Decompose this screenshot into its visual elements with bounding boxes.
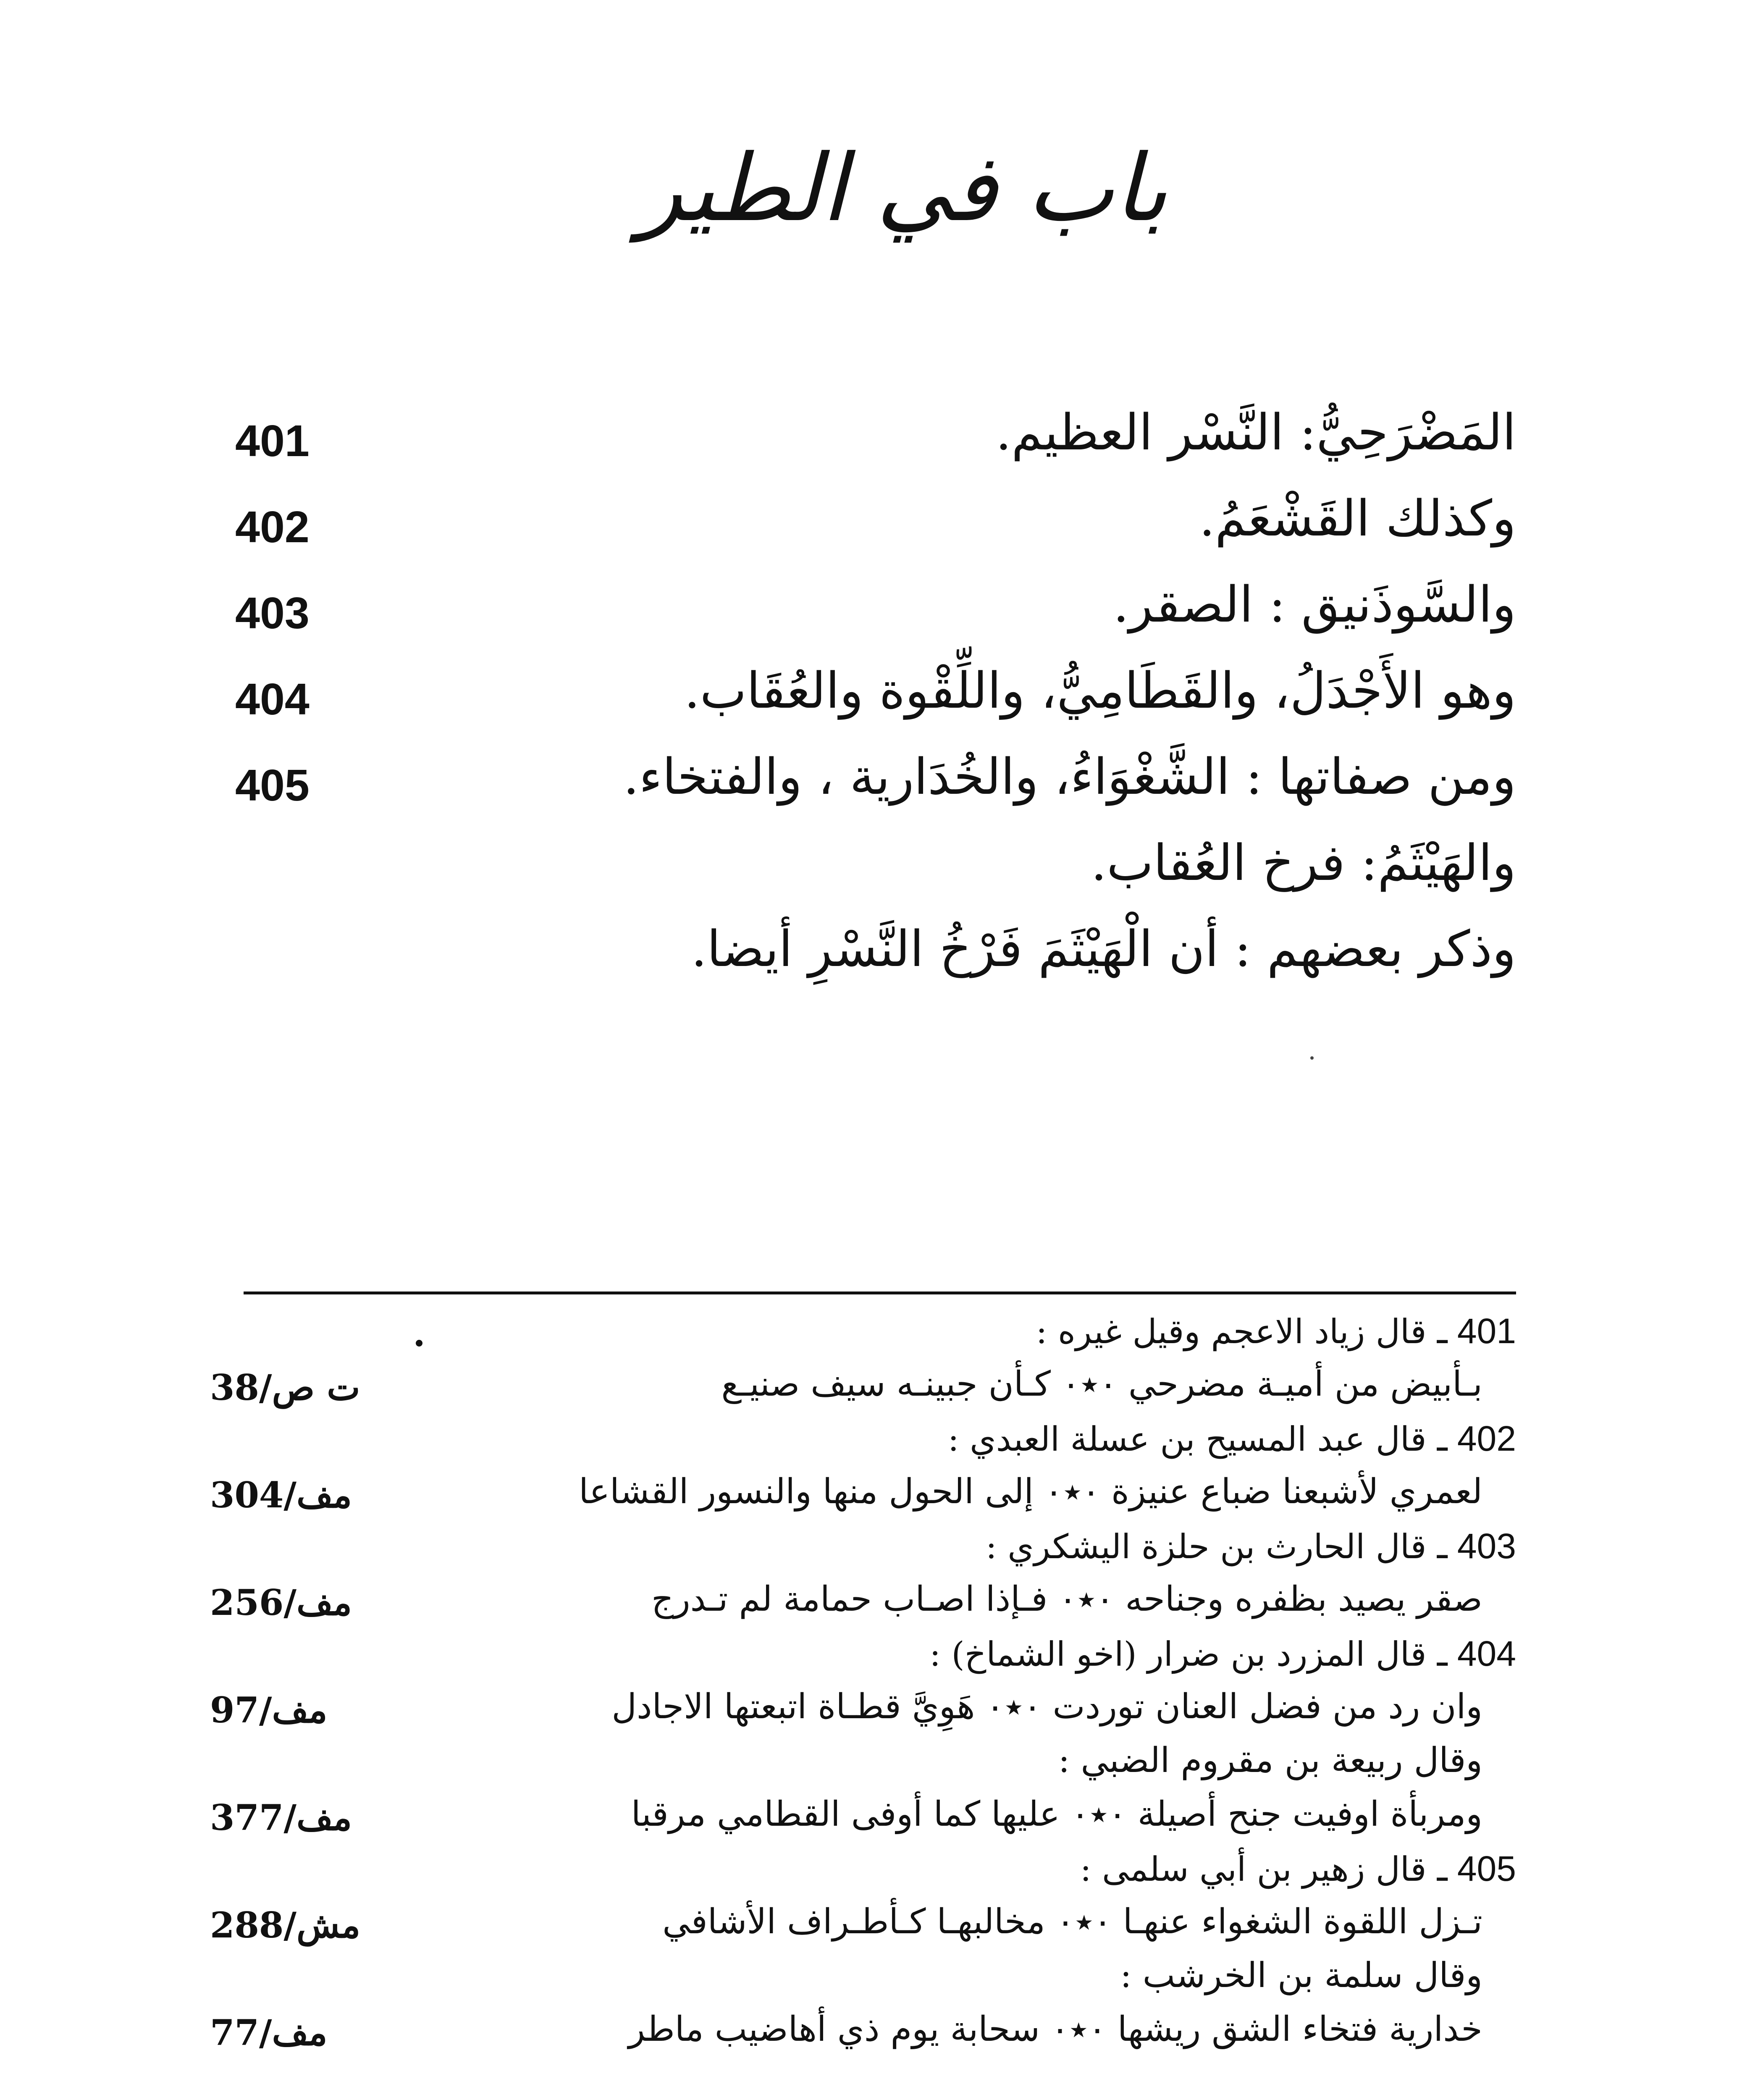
- entry-row: [235, 834, 1516, 920]
- footnote-divider: [244, 1292, 1516, 1294]
- footnote-line: [210, 1740, 1516, 1794]
- footnote-text: قال المزرد بن ضرار (اخو الشماخ) :: [929, 1635, 1427, 1674]
- entries-list: [235, 403, 1516, 1006]
- entry-text: ومن صفاتها : الشَّغْوَاءُ، والخُدَارية ، والفتخاء.: [623, 748, 1516, 806]
- entry-number: 404: [235, 675, 310, 724]
- entry-text: والهَيْثَمُ: فرخ العُقاب.: [1091, 834, 1516, 892]
- footnote-text: قال عبد المسيح بن عسلة العبدي :: [947, 1420, 1427, 1459]
- entry-row: [235, 662, 1516, 748]
- entry-row: [235, 489, 1516, 575]
- verse-text: وان رد من فضل العنان توردت ۰٭۰ هَوِيَّ قطـاة اتبعتها الاجادل: [611, 1687, 1482, 1727]
- footnote-text: قال زهير بن أبي سلمى :: [1080, 1850, 1427, 1889]
- entry-text: وذكر بعضهم : أن الْهَيْثَمَ فَرْخُ النَّسْرِ أيضا.: [691, 920, 1516, 978]
- speck-mark: [1310, 1056, 1314, 1060]
- footnote-text-wrap: [929, 1633, 1516, 1674]
- source-ref: ت ص/38: [210, 1367, 360, 1408]
- footnote-number: 404 ـ: [1437, 1634, 1516, 1673]
- footnote-number: 402 ـ: [1437, 1419, 1516, 1458]
- footnote-line: [210, 1633, 1516, 1687]
- source-ref: مف/97: [210, 1689, 328, 1731]
- source-ref: مف/377: [210, 1797, 352, 1838]
- source-ref: مف/304: [210, 1474, 352, 1516]
- footnote-line: [210, 1525, 1516, 1579]
- verse-text: خدارية فتخاء الشق ريشها ۰٭۰ سحابة يوم ذي أهاضيب ماطر: [628, 2009, 1482, 2049]
- entry-row: [235, 920, 1516, 1006]
- entry-row: [235, 748, 1516, 834]
- verse-text: تـزل اللقوة الشغواء عنهـا ۰٭۰ مخالبهـا كـأطـراف الأشافي: [662, 1902, 1482, 1942]
- entry-text: والسَّوذَنيق : الصقر.: [1113, 575, 1516, 633]
- source-ref: مف/256: [210, 1582, 352, 1623]
- footnote-number: 401 ـ: [1437, 1311, 1516, 1351]
- verse-text: لعمري لأشبعنا ضباع عنيزة ۰٭۰ إلى الحول منها والنسور القشاعا: [579, 1472, 1482, 1512]
- footnote-line: [210, 1364, 1516, 1418]
- section-heading: باب في الطير: [638, 134, 1168, 242]
- entry-text: وكذلك القَشْعَمُ.: [1199, 489, 1516, 547]
- entry-number: 403: [235, 588, 310, 638]
- footnote-text: وقال ربيعة بن مقروم الضبي :: [1058, 1740, 1482, 1780]
- source-ref: مش/288: [210, 1904, 361, 1946]
- verse-text: بـأبيض من أميـة مضرحي ۰٭۰ كـأن جبينـه سيف صنيـع: [721, 1364, 1482, 1404]
- footnote-line: [210, 1418, 1516, 1472]
- verse-text: ومربأة اوفيت جنح أصيلة ۰٭۰ عليها كما أوفى القطامي مرقبا: [631, 1794, 1482, 1834]
- footnote-text-wrap: [1036, 1310, 1516, 1352]
- footnote-text-wrap: [948, 1418, 1516, 1459]
- footnote-line: [210, 1472, 1516, 1525]
- footnote-number: 405 ـ: [1437, 1849, 1516, 1888]
- entry-row: [235, 403, 1516, 489]
- entry-number: 402: [235, 502, 310, 552]
- entry-text: وهو الأَجْدَلُ، والقَطَامِيُّ، واللِّقْوة والعُقَاب.: [684, 662, 1516, 719]
- footnote-line: [210, 1956, 1516, 2009]
- footnote-text: قال زياد الاعجم وقيل غيره :: [1036, 1312, 1427, 1351]
- footnote-line: [210, 1794, 1516, 1848]
- entry-number: 405: [235, 761, 310, 810]
- footnotes: [210, 1310, 1516, 2063]
- entry-number: 401: [235, 416, 310, 466]
- entry-text: المَضْرَحِيُّ: النَّسْر العظيم.: [995, 403, 1516, 461]
- footnote-line: [210, 1310, 1516, 1364]
- entry-row: [235, 575, 1516, 662]
- source-ref: مف/77: [210, 2012, 328, 2053]
- footnote-text: وقال سلمة بن الخرشب :: [1120, 1956, 1482, 1995]
- footnote-line: [210, 1579, 1516, 1633]
- footnote-line: [210, 1902, 1516, 1956]
- footnote-text-wrap: [986, 1525, 1516, 1567]
- footnote-line: [210, 1848, 1516, 1902]
- footnote-line: [210, 1687, 1516, 1740]
- footnote-text: قال الحارث بن حلزة اليشكري :: [985, 1527, 1427, 1566]
- footnote-text-wrap: [1080, 1848, 1516, 1889]
- footnote-number: 403 ـ: [1437, 1526, 1516, 1566]
- verse-text: صقر يصيد بظفره وجناحه ۰٭۰ فـإذا اصـاب حمامة لم تـدرج: [651, 1579, 1482, 1619]
- footnote-line: [210, 2009, 1516, 2063]
